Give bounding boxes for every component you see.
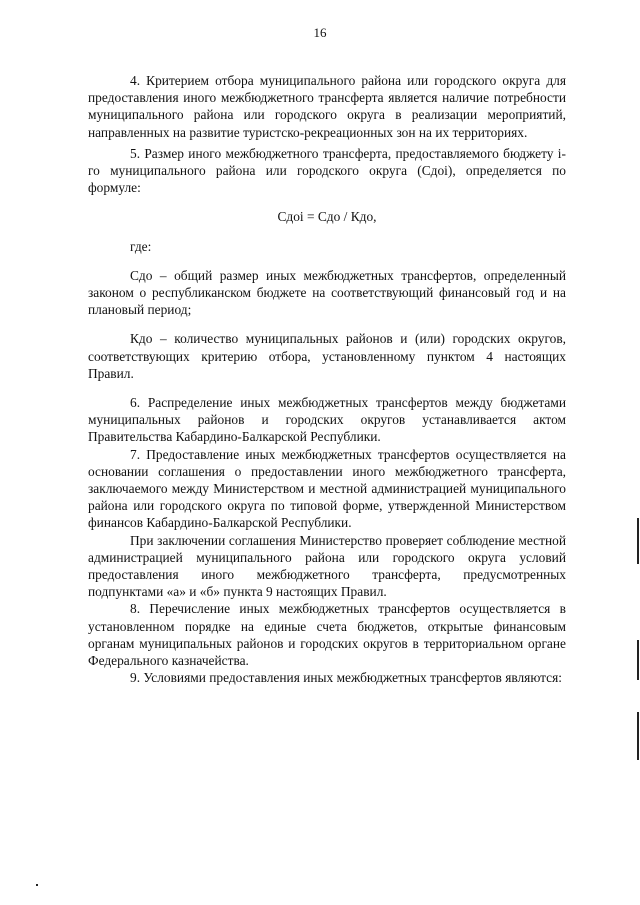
paragraph-8: 8. Перечисление иных межбюджетных трансфертов осуществляется в установленном порядке на единые счета бюджетов, открытые финансовым органам муниципальных районов и городских округов в территориальном органе Федерального казначейства.	[88, 601, 566, 669]
paragraph-5: 5. Размер иного межбюджетного трансферта, предоставляемого бюджету i-го муниципального района или городского округа (Сдоi), определяется по формуле:	[88, 145, 566, 196]
scan-mark	[637, 640, 639, 680]
paragraph-7-continued: При заключении соглашения Министерство проверяет соблюдение местной администрацией муниципального района или городского округа условий предоставления иного межбюджетного трансферта, предусмотренных подпунктами «а» и «б» пункта 9 настоящих Правил.	[88, 532, 566, 600]
scan-mark	[637, 518, 639, 564]
definition-sdo: Сдо – общий размер иных межбюджетных трансфертов, определенный законом о республиканском бюджете на соответствующий финансовый год и на плановый период;	[88, 267, 566, 318]
page-number: 16	[313, 25, 327, 40]
where-label: где:	[130, 238, 152, 254]
paragraph-7: 7. Предоставление иных межбюджетных трансфертов осуществляется на основании соглашения о предоставлении иного межбюджетного трансферта, заключаемого между Министерством и местной администрацией муниципального района или городского округа по типовой форме, утвержденной Министерством финансов Кабардино-Балкарской Республики.	[88, 446, 566, 531]
scan-dot	[36, 884, 38, 886]
definition-kdo: Кдо – количество муниципальных районов и (или) городских округов, соответствующих критерию отбора, установленному пунктом 4 настоящих Правил.	[88, 331, 566, 381]
paragraph-6: 6. Распределение иных межбюджетных трансфертов между бюджетами муниципальных районов и городских округов устанавливается актом Правительства Кабардино-Балкарской Республики.	[88, 395, 566, 445]
paragraph-9: 9. Условиями предоставления иных межбюджетных трансфертов являются:	[130, 670, 563, 686]
formula: Сдоi = Сдо / Кдо,	[277, 209, 377, 225]
document-body	[88, 72, 566, 687]
scan-mark	[637, 712, 639, 760]
paragraph-4: 4. Критерием отбора муниципального района или городского округа для предоставления иного межбюджетного трансферта является наличие потребности муниципального района или городского округа в реализации мероприятий, направленных на развитие туристско-рекреационных зон на их территориях.	[88, 73, 566, 140]
